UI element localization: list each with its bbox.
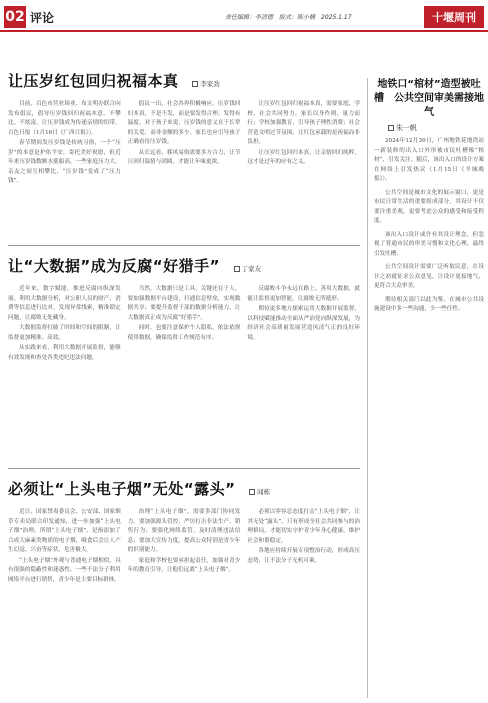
- article-title: [8, 478, 360, 499]
- header-rule: [0, 30, 488, 32]
- sidebar-article: [367, 78, 484, 698]
- author-icon: [388, 125, 394, 131]
- article-byline: [192, 80, 220, 88]
- paragraph: 目前，百色市营业场业、布文明办联合向发布倡议，倡导压岁钱回归祝福本意，不攀比、不炫富，让压岁钱成为传递亲情的纽带，百色日报（1月16日《广西日报》）。: [8, 101, 121, 136]
- paragraph: 治理“上头电子烟”，需要多部门协同发力。要加强源头管控，严厉打击非法生产、销售行为；要强化网络监管，及时清理违法信息；要加大宣传力度，提高公众特别是青少年的识别能力。: [127, 509, 241, 553]
- editor-meta: 责任编辑：李清德 版式：陈小楠 2025.1.17: [225, 14, 352, 21]
- paragraph: 期待更多地方探索运用大数据开展监督，以科技赋能推动全面从严治党向纵深发展，为经济社会高质量发展营造风清气正的良好环境。: [247, 306, 361, 341]
- column: [247, 100, 360, 188]
- author-icon: [249, 489, 255, 495]
- author-name: 李家劲: [200, 80, 220, 88]
- paragraph: 各地应持续开展专项整治行动，形成高压态势，让不法分子无机可乘。: [247, 548, 361, 564]
- article-title: [8, 70, 360, 91]
- paragraph: 大数据监督打破了时间和空间的限制，让监督更加精准、高效。: [8, 325, 121, 341]
- article-title-text: 让压岁红包回归祝福本真: [8, 72, 179, 90]
- article-divider: [8, 468, 360, 469]
- paragraph: 公共空间是城市文化的展示窗口，更是市民日常生活的重要组成部分。其设计不仅要注重美观，更要考虑公众的感受和接受程度。: [374, 189, 484, 224]
- paragraph: 公共空间设计需要广泛听取民意，在设计之初就征求公众意见，让设计更接地气、更符合大众审美。: [374, 264, 484, 289]
- paragraph: 从实践来看，利用大数据开展监督，能够有效发现和查处各类违纪违法问题。: [8, 345, 121, 361]
- column: [8, 285, 121, 364]
- paragraph: 反腐败斗争永远在路上。善用大数据，就能让监督更加智能，让腐败无所遁形。: [247, 286, 361, 302]
- author-name: 闻栋: [257, 488, 271, 496]
- column: [8, 508, 121, 586]
- paragraph: 让压岁红包回归本真，让亲情回归纯粹，这才是过年的应有之义。: [247, 149, 361, 165]
- article-title-text: 让“大数据”成为反腐“好猎手”: [8, 257, 220, 275]
- paragraph: 让压岁红包回归祝福本真，需要家庭、学校、社会共同努力。家长以身作则，量力而行；学校加强教育，引导孩子理性消费；社会营造文明过节氛围，让红包承载的是祝福而非负担。: [247, 101, 361, 145]
- author-name: 朱一帆: [396, 124, 417, 132]
- sidebar-title: 地铁口“棺材”造型被吐槽 公共空间审美需接地气: [374, 79, 484, 118]
- author-icon: [234, 266, 240, 272]
- paragraph: 从长远看，移风易俗需要多方合力，让节日回归温情与团圆，才能让年味更浓。: [127, 149, 241, 165]
- article-3: [8, 478, 360, 586]
- paragraph: 当然，大数据只是工具，关键还在于人。要加强数据平台建设，打通信息壁垒，实现数据共享；要提升监督干部的数据分析能力，让大数据真正成为反腐“好猎手”。: [127, 286, 241, 321]
- author-name: 丁家友: [241, 265, 262, 273]
- paragraph: 该出入口设计或许有其设计理念，但忽视了普通市民的审美习惯和文化心理，最终引发吐槽。: [374, 231, 484, 257]
- paragraph: “上头电子烟”外观与普通电子烟相似，具有很强的隐蔽性和迷惑性，一些不法分子利用网络平台进行销售，青少年是主要目标群体。: [8, 557, 121, 583]
- publication-logo: 十堰周刊: [424, 6, 484, 28]
- article-divider: [8, 245, 360, 246]
- page-number: 02: [4, 6, 26, 28]
- article-1: [8, 70, 360, 188]
- article-columns: [8, 508, 360, 586]
- column: [247, 285, 360, 364]
- sidebar-byline: [374, 123, 484, 133]
- article-title-text: 必须让“上头电子烟”无处“露头”: [8, 480, 236, 498]
- column: [128, 508, 241, 586]
- paragraph: 同时，也要注意保护个人隐私，依法依规使用数据，确保监督工作规范有序。: [127, 325, 241, 341]
- article-2: [8, 255, 360, 364]
- paragraph: 倡议一出，社会各界积极响应。压岁钱回归本真，不是不发，而是要发得合理、发得有温度。对于孩子来说，压岁钱的意义在于长辈的关爱，而非金额的多少。家长也应引导孩子正确看待压岁钱。: [127, 101, 241, 145]
- column: [128, 285, 241, 364]
- article-columns: [8, 285, 360, 364]
- paragraph: 春节期间发压岁钱是传统习俗，一个“压岁”的本意是护佑平安，寄托美好祝愿，但近年来压岁钱数额水涨船高，一些家庭压力大，亲友之间互相攀比，“压岁钱”变成了“压力钱”。: [8, 140, 121, 184]
- article-byline: [234, 265, 262, 273]
- page-header: [0, 0, 488, 32]
- article-byline: [249, 488, 270, 496]
- section-title: 评论: [30, 11, 55, 25]
- article-title: [8, 255, 360, 276]
- article-columns: [8, 100, 360, 188]
- paragraph: 必须以零容忍态度打击“上头电子烟”，让其无处“露头”。只有形成全社会共同参与的治理格局，才能切实守护青少年身心健康，维护社会和谐稳定。: [247, 509, 361, 544]
- paragraph: 2024年12月30日，广州地铁花地湾站一新装修的出入口外形被市民吐槽像“棺材”，引发关注。随后，该出入口的设计方案在网络上引发热议（1月15日《羊城晚报》）。: [374, 138, 484, 182]
- paragraph: 家庭和学校也要承担起责任，加强对青少年的教育引导，让他们远离“上头电子烟”。: [127, 557, 241, 573]
- column: [128, 100, 241, 188]
- paragraph: 近日，国家禁毒委员会、公安部、国家烟草专卖局联合印发通知，进一步加强“上头电子烟”治理。所谓“上头电子烟”，是指添加了合成大麻素类物质的电子烟，吸食后会让人产生幻觉、兴奋等症状，危害极大。: [8, 509, 121, 553]
- column: [247, 508, 360, 586]
- paragraph: 期待相关部门以此为鉴，在城市公共设施建设中多一些沟通，少一些任性。: [374, 296, 484, 312]
- column: [8, 100, 121, 188]
- author-icon: [192, 81, 198, 87]
- paragraph: 近年来，数字赋能，推进反腐向纵深发展。利用大数据分析，对公职人员的财产、消费等信息进行比对，发现异常线索，精准锁定问题，让腐败无处藏身。: [8, 286, 121, 321]
